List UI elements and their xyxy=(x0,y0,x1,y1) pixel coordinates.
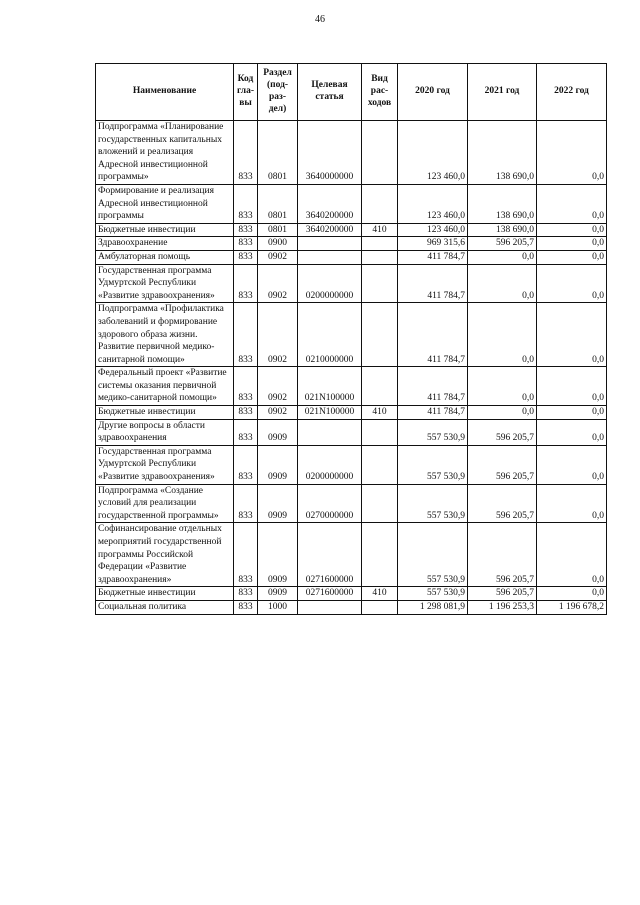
amount-2021-cell: 596 205,7 xyxy=(468,237,537,251)
amount-2020-cell: 411 784,7 xyxy=(398,303,468,367)
razdel-cell: 0909 xyxy=(258,523,298,587)
name-cell xyxy=(96,303,234,367)
amount-2021-cell: 596 205,7 xyxy=(468,523,537,587)
vid-rashodov-cell xyxy=(362,484,398,523)
row-name: Государственная программа Удмуртской Республики «Развитие здравоохранения» xyxy=(98,446,215,483)
amount-2022-cell: 0,0 xyxy=(537,445,607,484)
row-name: Федеральный проект «Развитие системы оказания первичной медико-санитарной помощи» xyxy=(98,368,227,404)
amount-2020-cell: 557 530,9 xyxy=(398,445,468,484)
amount-2021-cell: 0,0 xyxy=(468,367,537,406)
razdel-cell: 0909 xyxy=(258,587,298,601)
table-row xyxy=(96,367,607,406)
kod-glavy-cell: 833 xyxy=(234,367,258,406)
razdel-cell: 0801 xyxy=(258,184,298,223)
amount-2021-cell: 596 205,7 xyxy=(468,484,537,523)
razdel-cell: 0900 xyxy=(258,237,298,251)
table-row xyxy=(96,121,607,185)
col-header-2020: 2020 год xyxy=(398,64,468,121)
celevaya-statya-cell: 021N100000 xyxy=(298,406,362,420)
name-cell xyxy=(96,184,234,223)
amount-2020-cell: 1 298 081,9 xyxy=(398,600,468,614)
vid-rashodov-cell: 410 xyxy=(362,587,398,601)
amount-2021-cell: 0,0 xyxy=(468,406,537,420)
amount-2022-cell: 0,0 xyxy=(537,587,607,601)
table-row xyxy=(96,223,607,237)
amount-2021-cell: 0,0 xyxy=(468,303,537,367)
kod-glavy-cell: 833 xyxy=(234,303,258,367)
col-header-razdel: Раздел (под- раз- дел) xyxy=(258,64,298,121)
vid-rashodov-cell xyxy=(362,184,398,223)
amount-2020-cell: 557 530,9 xyxy=(398,484,468,523)
amount-2022-cell: 0,0 xyxy=(537,303,607,367)
amount-2022-cell: 0,0 xyxy=(537,367,607,406)
amount-2022-cell: 0,0 xyxy=(537,223,607,237)
col-header-2021: 2021 год xyxy=(468,64,537,121)
kod-glavy-cell: 833 xyxy=(234,445,258,484)
kod-glavy-cell: 833 xyxy=(234,237,258,251)
amount-2022-cell: 0,0 xyxy=(537,264,607,303)
kod-glavy-cell: 833 xyxy=(234,250,258,264)
amount-2021-cell: 596 205,7 xyxy=(468,445,537,484)
celevaya-statya-cell xyxy=(298,237,362,251)
kod-glavy-cell: 833 xyxy=(234,600,258,614)
vid-rashodov-cell xyxy=(362,600,398,614)
amount-2021-cell: 0,0 xyxy=(468,264,537,303)
amount-2020-cell: 123 460,0 xyxy=(398,184,468,223)
table-row xyxy=(96,184,607,223)
kod-glavy-cell: 833 xyxy=(234,406,258,420)
row-name: Софинансирование отдельных мероприятий государственной программы Российской Федерации «Развитие здравоохранения» xyxy=(98,524,222,585)
amount-2021-cell: 1 196 253,3 xyxy=(468,600,537,614)
amount-2021-cell: 596 205,7 xyxy=(468,587,537,601)
razdel-cell: 0902 xyxy=(258,264,298,303)
row-name: Другие вопросы в области здравоохранения xyxy=(98,420,206,444)
row-name: Бюджетные инвестиции xyxy=(98,407,196,418)
vid-rashodov-cell: 410 xyxy=(362,223,398,237)
name-cell xyxy=(96,223,234,237)
amount-2021-cell: 0,0 xyxy=(468,250,537,264)
table-row xyxy=(96,250,607,264)
table-row xyxy=(96,523,607,587)
table-row xyxy=(96,419,607,445)
amount-2022-cell: 0,0 xyxy=(537,184,607,223)
razdel-cell: 1000 xyxy=(258,600,298,614)
razdel-cell: 0902 xyxy=(258,406,298,420)
name-cell xyxy=(96,237,234,251)
amount-2021-cell: 596 205,7 xyxy=(468,419,537,445)
vid-rashodov-cell xyxy=(362,445,398,484)
vid-rashodov-cell xyxy=(362,121,398,185)
name-cell xyxy=(96,121,234,185)
name-cell xyxy=(96,523,234,587)
amount-2022-cell: 0,0 xyxy=(537,121,607,185)
celevaya-statya-cell xyxy=(298,250,362,264)
razdel-cell: 0909 xyxy=(258,484,298,523)
amount-2020-cell: 123 460,0 xyxy=(398,223,468,237)
vid-rashodov-cell: 410 xyxy=(362,406,398,420)
celevaya-statya-cell: 3640000000 xyxy=(298,121,362,185)
razdel-cell: 0902 xyxy=(258,303,298,367)
kod-glavy-cell: 833 xyxy=(234,587,258,601)
kod-glavy-cell: 833 xyxy=(234,419,258,445)
amount-2021-cell: 138 690,0 xyxy=(468,223,537,237)
name-cell xyxy=(96,264,234,303)
vid-rashodov-cell xyxy=(362,303,398,367)
celevaya-statya-cell: 0200000000 xyxy=(298,445,362,484)
amount-2020-cell: 123 460,0 xyxy=(398,121,468,185)
name-cell xyxy=(96,600,234,614)
name-cell xyxy=(96,445,234,484)
amount-2020-cell: 411 784,7 xyxy=(398,367,468,406)
celevaya-statya-cell: 0270000000 xyxy=(298,484,362,523)
row-name: Амбулаторная помощь xyxy=(98,251,191,262)
name-cell xyxy=(96,367,234,406)
table-row xyxy=(96,303,607,367)
vid-rashodov-cell xyxy=(362,523,398,587)
amount-2022-cell: 0,0 xyxy=(537,419,607,445)
amount-2021-cell: 138 690,0 xyxy=(468,184,537,223)
name-cell xyxy=(96,587,234,601)
kod-glavy-cell: 833 xyxy=(234,184,258,223)
table-row xyxy=(96,587,607,601)
budget-table xyxy=(95,63,607,615)
table-row xyxy=(96,237,607,251)
razdel-cell: 0902 xyxy=(258,367,298,406)
amount-2020-cell: 557 530,9 xyxy=(398,587,468,601)
vid-rashodov-cell xyxy=(362,237,398,251)
vid-rashodov-cell xyxy=(362,250,398,264)
celevaya-statya-cell: 3640200000 xyxy=(298,223,362,237)
row-name: Подпрограмма «Профилактика заболеваний и формирование здорового образа жизни. Развитие первичной медико-санитарной помощи» xyxy=(98,304,224,365)
amount-2020-cell: 411 784,7 xyxy=(398,250,468,264)
row-name: Социальная политика xyxy=(98,601,187,612)
name-cell xyxy=(96,484,234,523)
celevaya-statya-cell: 0210000000 xyxy=(298,303,362,367)
vid-rashodov-cell xyxy=(362,367,398,406)
col-header-vid-rashodov: Вид рас- ходов xyxy=(362,64,398,121)
vid-rashodov-cell xyxy=(362,419,398,445)
row-name: Государственная программа Удмуртской Республики «Развитие здравоохранения» xyxy=(98,265,215,301)
col-header-celevaya-statya: Целевая статья xyxy=(298,64,362,121)
vid-rashodov-cell xyxy=(362,264,398,303)
razdel-cell: 0801 xyxy=(258,121,298,185)
razdel-cell: 0902 xyxy=(258,250,298,264)
celevaya-statya-cell xyxy=(298,600,362,614)
row-name: Бюджетные инвестиции xyxy=(98,224,196,235)
table-row xyxy=(96,484,607,523)
name-cell xyxy=(96,250,234,264)
kod-glavy-cell: 833 xyxy=(234,223,258,237)
amount-2020-cell: 411 784,7 xyxy=(398,406,468,420)
celevaya-statya-cell: 0271600000 xyxy=(298,587,362,601)
col-header-kod-glavy: Код гла- вы xyxy=(234,64,258,121)
amount-2022-cell: 0,0 xyxy=(537,484,607,523)
row-name: Формирование и реализация Адресной инвестиционной программы xyxy=(98,185,214,222)
amount-2022-cell: 0,0 xyxy=(537,523,607,587)
col-header-name: Наименование xyxy=(96,64,234,121)
amount-2022-cell: 1 196 678,2 xyxy=(537,600,607,614)
row-name: Бюджетные инвестиции xyxy=(98,588,196,599)
kod-glavy-cell: 833 xyxy=(234,523,258,587)
amount-2020-cell: 411 784,7 xyxy=(398,264,468,303)
row-name: Подпрограмма «Планирование государственных капитальных вложений и реализация Адресной инвестиционной программы» xyxy=(98,122,224,183)
amount-2020-cell: 557 530,9 xyxy=(398,419,468,445)
razdel-cell: 0909 xyxy=(258,419,298,445)
name-cell xyxy=(96,419,234,445)
celevaya-statya-cell: 3640200000 xyxy=(298,184,362,223)
table-header-row xyxy=(96,64,607,121)
col-header-2022: 2022 год xyxy=(537,64,607,121)
celevaya-statya-cell: 021N100000 xyxy=(298,367,362,406)
amount-2020-cell: 557 530,9 xyxy=(398,523,468,587)
amount-2022-cell: 0,0 xyxy=(537,406,607,420)
amount-2022-cell: 0,0 xyxy=(537,237,607,251)
kod-glavy-cell: 833 xyxy=(234,264,258,303)
celevaya-statya-cell: 0271600000 xyxy=(298,523,362,587)
table-row xyxy=(96,445,607,484)
amount-2021-cell: 138 690,0 xyxy=(468,121,537,185)
razdel-cell: 0909 xyxy=(258,445,298,484)
amount-2020-cell: 969 315,6 xyxy=(398,237,468,251)
table-row xyxy=(96,264,607,303)
celevaya-statya-cell: 0200000000 xyxy=(298,264,362,303)
celevaya-statya-cell xyxy=(298,419,362,445)
name-cell xyxy=(96,406,234,420)
row-name: Подпрограмма «Создание условий для реализации государственной программы» xyxy=(98,485,219,521)
kod-glavy-cell: 833 xyxy=(234,121,258,185)
page-number: 46 xyxy=(315,14,325,25)
table-row xyxy=(96,406,607,420)
amount-2022-cell: 0,0 xyxy=(537,250,607,264)
row-name: Здравоохранение xyxy=(98,238,168,249)
razdel-cell: 0801 xyxy=(258,223,298,237)
table-row xyxy=(96,600,607,614)
kod-glavy-cell: 833 xyxy=(234,484,258,523)
